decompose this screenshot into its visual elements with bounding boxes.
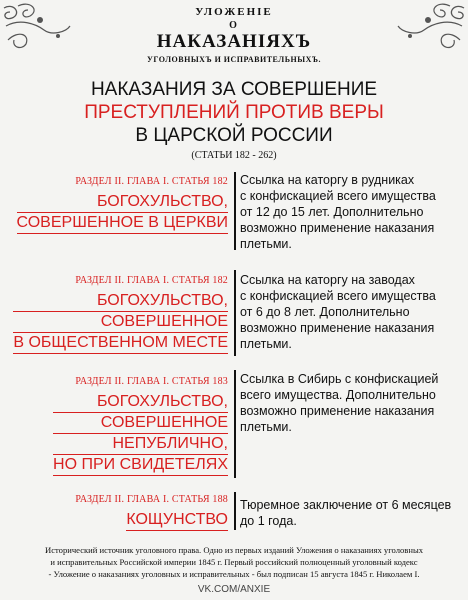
credit-link[interactable]: VK.COM/ANXIE [197,584,271,595]
section-punishment [240,272,464,352]
section-divider [234,270,236,356]
book-o-word: О [229,20,239,31]
section-divider [234,172,236,250]
offense-line: БОГОХУЛЬСТВО, [13,291,228,312]
punishment-line: до 1 года. [240,514,297,528]
articles-range: (СТАТЬИ 182 - 262) [191,150,277,161]
offense-line: БОГОХУЛЬСТВО, [17,192,228,213]
book-top-word: УЛОЖЕНІЕ [195,6,273,18]
book-title: НАКАЗАНІЯХЪ [156,31,312,52]
punishment-line: Ссылка на каторгу в рудниках [240,173,415,187]
offense-line: СОВЕРШЕННОЕ [13,312,228,333]
punishment-line: возможно применение наказания [240,404,435,418]
punishment-line: возможно применение наказания [240,321,435,335]
section-punishment [240,172,464,252]
punishment-line: плетьми. [240,237,292,251]
footer-line: и исправительных Российской империи 1845 г. Первый российский полноценный уголовный кодекс [50,557,418,567]
punishment-line: от 6 до 8 лет. Дополнительно [240,305,410,319]
section-divider [234,370,236,478]
offense-line: НО ПРИ СВИДЕТЕЛЯХ [53,455,228,476]
section-punishment [240,497,464,529]
punishment-line: возможно применение наказания [240,221,435,235]
section-label: РАЗДЕЛ II. ГЛАВА I. СТАТЬЯ 182 [75,275,228,286]
section-divider [234,492,236,530]
section-offense [126,510,228,531]
offense-line: НЕПУБЛИЧНО, [53,434,228,455]
punishment-line: Ссылка на каторгу на заводах [240,273,415,287]
section-label: РАЗДЕЛ II. ГЛАВА I. СТАТЬЯ 188 [75,494,228,505]
heading-line-3: В ЦАРСКОЙ РОССИИ [135,125,333,146]
offense-line: БОГОХУЛЬСТВО, [53,392,228,413]
section-offense [17,192,228,234]
punishment-line: плетьми. [240,337,292,351]
book-subtitle: УГОЛОВНЫХЪ И ИСПРАВИТЕЛЬНЫХЪ. [146,55,322,64]
punishment-line: плетьми. [240,420,292,434]
punishment-line: Ссылка в Сибирь с конфискацией [240,372,439,386]
punishment-line: с конфискацией всего имущества [240,189,436,203]
offense-line: В ОБЩЕСТВЕННОМ МЕСТЕ [13,333,228,354]
section-label: РАЗДЕЛ II. ГЛАВА I. СТАТЬЯ 182 [75,176,228,187]
punishment-line: с конфискацией всего имущества [240,289,436,303]
section-offense [53,392,228,476]
footer-line: - Уложение о наказаниях уголовных и исправительных - был подписан 15 августа 1845 г. Николаем I. [48,569,420,579]
offense-line: КОЩУНСТВО [126,510,228,531]
punishment-line: Тюремное заключение от 6 месяцев [240,498,452,512]
punishment-line: от 12 до 15 лет. Дополнительно [240,205,424,219]
footer-note [8,544,460,580]
section-label: РАЗДЕЛ II. ГЛАВА I. СТАТЬЯ 183 [75,376,228,387]
offense-line: СОВЕРШЕННОЕ В ЦЕРКВИ [17,213,228,234]
heading-line-1: НАКАЗАНИЯ ЗА СОВЕРШЕНИЕ [90,79,378,100]
punishment-line: всего имущества. Дополнительно [240,388,436,402]
section-offense [13,291,228,354]
footer-line: Исторический источник уголовного права. Одно из первых изданий Уложения о наказаниях уголовных [44,545,424,555]
offense-line: СОВЕРШЕННОЕ [53,413,228,434]
heading-line-2: ПРЕСТУПЛЕНИЙ ПРОТИВ ВЕРЫ [84,102,384,123]
section-punishment [240,371,464,435]
